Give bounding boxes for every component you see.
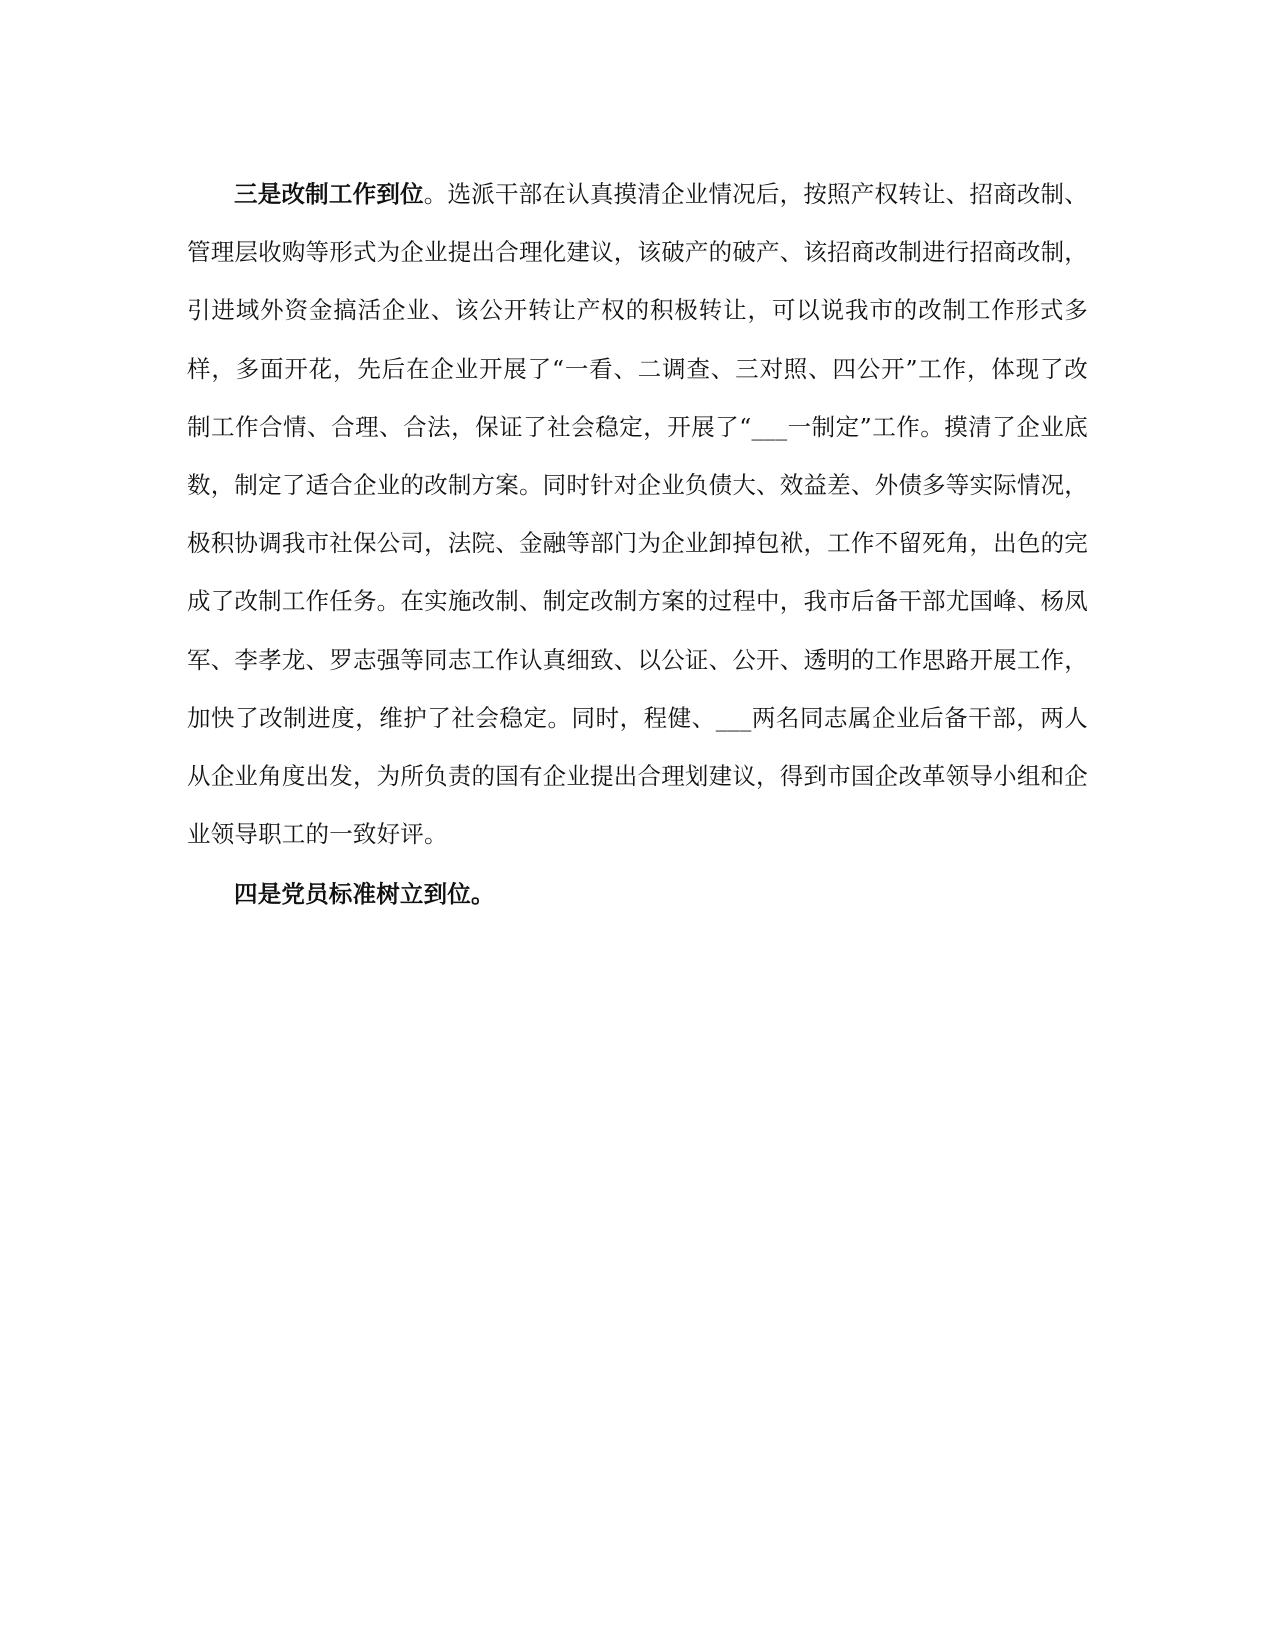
paragraph-party-standard [187, 865, 1088, 923]
paragraph-body: 。选派干部在认真摸清企业情况后，按照产权转让、招商改制、管理层收购等形式为企业提出合理化建议，该破产的破产、该招商改制进行招商改制，引进域外资金搞活企业、该公开转让产权的积极转让，可以说我市的改制工作形式多样，多面开花，先后在企业开展了“一看、二调查、三对照、四公开”工作，体现了改制工作合情、合理、合法，保证了社会稳定，开展了“___一制定”工作。摸清了企业底数，制定了适合企业的改制方案。同时针对企业负债大、效益差、外债多等实际情况，极积协调我市社保公司，法院、金融等部门为企业卸掉包袱，工作不留死角，出色的完成了改制工作任务。在实施改制、制定改制方案的过程中，我市后备干部尤国峰、杨凤军、李孝龙、罗志强等同志工作认真细致、以公证、公开、透明的工作思路开展工作，加快了改制进度，维护了社会稳定。同时，程健、___两名同志属企业后备干部，两人从企业角度出发，为所负责的国有企业提出合理划建议，得到市国企改革领导小组和企业领导职工的一致好评。 [187, 180, 1088, 849]
paragraph-heading: 四是党员标准树立到位。 [234, 880, 495, 908]
paragraph-heading: 三是改制工作到位 [234, 180, 424, 208]
paragraph-reform-work [187, 165, 1088, 863]
